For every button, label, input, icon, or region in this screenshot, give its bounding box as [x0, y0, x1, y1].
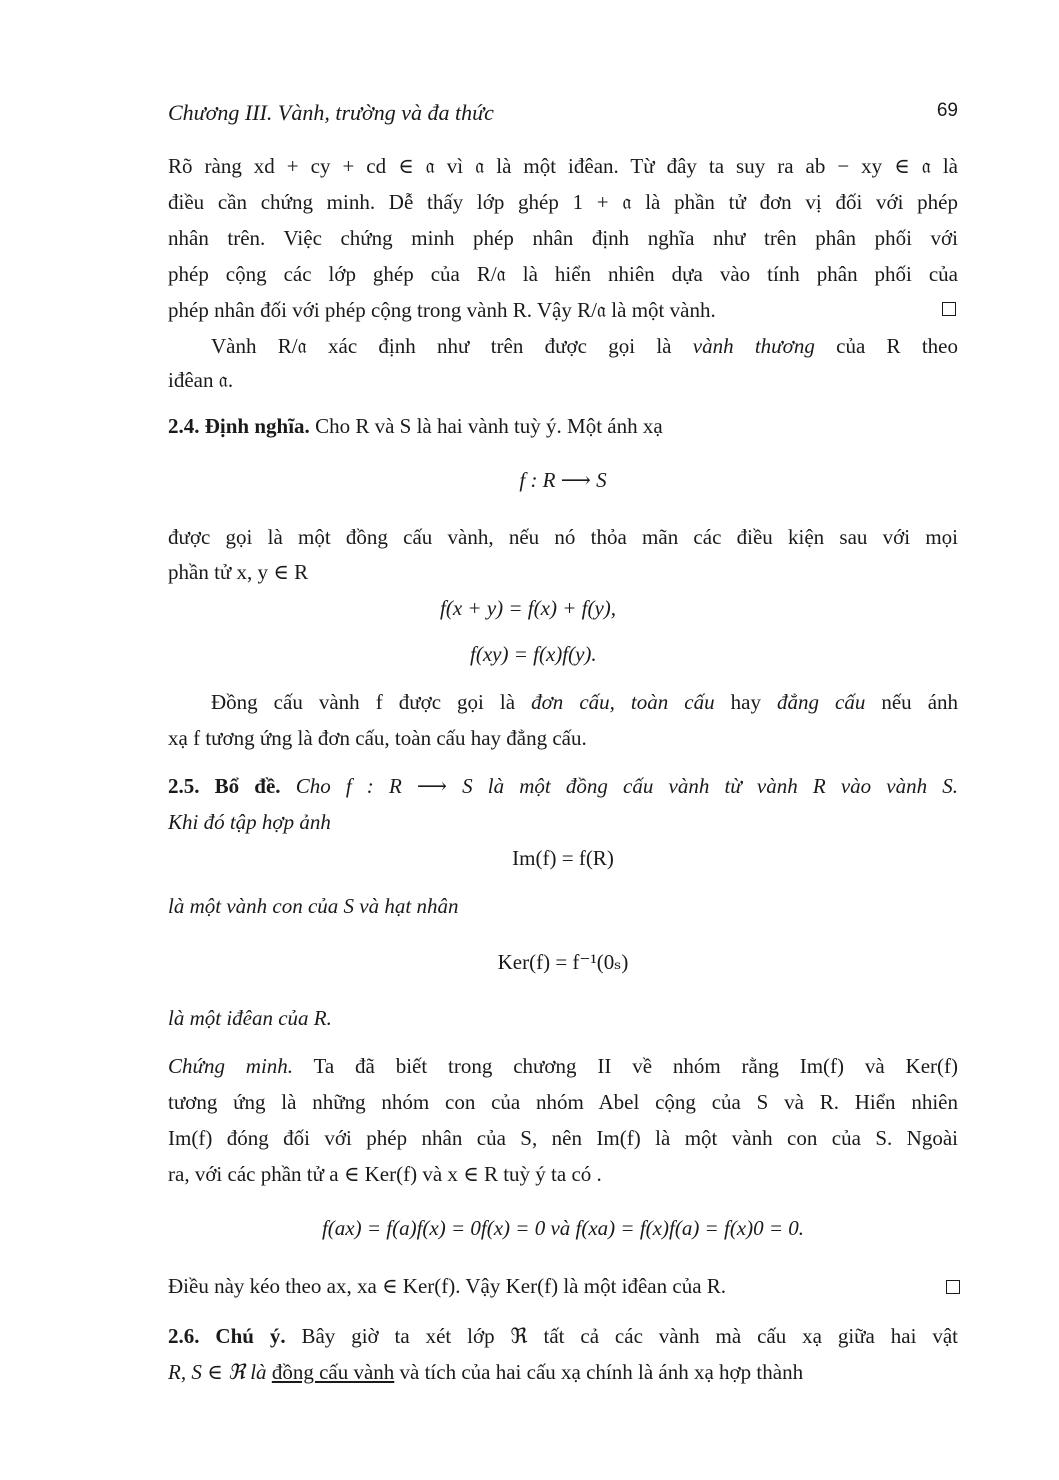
- equation-image: Im(f) = f(R): [512, 846, 614, 870]
- text-line: xạ f tương ứng là đơn cấu, toàn cấu hay đẳng cấu.: [168, 726, 587, 750]
- text-span: Vành R/𝔞 xác định như trên được gọi là: [211, 334, 672, 358]
- text-line: Khi đó tập hợp ảnh: [168, 810, 331, 834]
- text-span: Cho f : R ⟶ S là một đồng cấu vành từ vành R vào vành S.: [295, 774, 958, 798]
- proof-line: [168, 1052, 958, 1080]
- text-line: điều cần chứng minh. Dễ thấy lớp ghép 1 + 𝔞 là phần tử đơn vị đối với phép: [168, 190, 958, 214]
- term-don-toan-cau: đơn cấu, toàn cấu: [531, 690, 715, 714]
- term-vanh-thuong: vành thương: [692, 334, 815, 358]
- text-line: iđêan 𝔞.: [168, 368, 234, 392]
- equation-multiplicative: f(xy) = f(x)f(y).: [470, 642, 597, 666]
- running-header: [168, 100, 958, 130]
- equation-proof: f(ax) = f(a)f(x) = 0f(x) = 0 và f(xa) = f(x)f(a) = f(x)0 = 0.: [321, 1216, 805, 1240]
- text-line: được gọi là một đồng cấu vành, nếu nó thỏa mãn các điều kiện sau với mọi: [168, 525, 958, 549]
- text-line: Im(f) đóng đối với phép nhân của S, nên Im(f) là một vành con của S. Ngoài: [168, 1126, 958, 1150]
- definition-label: 2.4. Định nghĩa.: [168, 414, 310, 438]
- lemma-label: 2.5. Bổ đề.: [168, 774, 281, 798]
- text-line: phép cộng các lớp ghép của R/𝔞 là hiển nhiên dựa vào tính phân phối của: [168, 262, 958, 286]
- text-span: Ta đã biết trong chương II về nhóm rằng Im(f) và Ker(f): [313, 1054, 958, 1078]
- text-line: Rõ ràng xd + cy + cd ∈ 𝔞 vì 𝔞 là một iđêan. Từ đây ta suy ra ab − xy ∈ 𝔞 là: [168, 154, 958, 178]
- proof-label: Chứng minh.: [168, 1054, 294, 1078]
- definition-2-4: [168, 412, 958, 440]
- text-span: Đồng cấu vành f được gọi là: [211, 690, 516, 714]
- remark-2-6: [168, 1322, 958, 1350]
- text-line: [168, 1358, 958, 1386]
- term-dang-cau: đẳng cấu: [776, 690, 866, 714]
- text-line: Điều này kéo theo ax, xa ∈ Ker(f). Vậy Ker(f) là một iđêan của R.: [168, 1274, 727, 1298]
- remark-label: 2.6. Chú ý.: [168, 1324, 286, 1348]
- map-formula: f : R ⟶ S: [519, 468, 607, 492]
- text-span: Cho R và S là hai vành tuỳ ý. Một ánh xạ: [315, 414, 663, 438]
- text-span: hay: [730, 690, 761, 714]
- text-line: [211, 332, 958, 360]
- text-line: phần tử x, y ∈ R: [168, 560, 309, 584]
- qed-square-icon: [946, 1280, 960, 1294]
- equation-additive: f(x + y) = f(x) + f(y),: [440, 596, 617, 620]
- text-line: [211, 688, 958, 716]
- text-line: tương ứng là những nhóm con của nhóm Abel cộng của S và R. Hiển nhiên: [168, 1090, 958, 1114]
- lemma-2-5: [168, 772, 958, 800]
- equation-kernel: Ker(f) = f⁻¹(0ₛ): [497, 950, 629, 974]
- chapter-title: Chương III. Vành, trường và đa thức: [168, 100, 494, 125]
- text-line: là một iđêan của R.: [168, 1006, 332, 1030]
- text-span: và tích của hai cấu xạ chính là ánh xạ hợp thành: [399, 1360, 804, 1384]
- underlined-term: đồng cấu vành: [271, 1360, 395, 1384]
- text-line: phép nhân đối với phép cộng trong vành R. Vậy R/𝔞 là một vành.: [168, 298, 716, 322]
- text-line: ra, với các phần tử a ∈ Ker(f) và x ∈ R tuỳ ý ta có .: [168, 1162, 602, 1186]
- text-span: Bây giờ ta xét lớp ℜ tất cả các vành mà cấu xạ giữa hai vật: [301, 1324, 958, 1348]
- text-span: R, S ∈ ℜ là: [168, 1360, 267, 1384]
- text-span: nếu ánh: [881, 690, 959, 714]
- page-number: 69: [936, 100, 958, 121]
- text-span: của R theo: [836, 334, 958, 358]
- qed-square-icon: [942, 302, 956, 316]
- text-line: là một vành con của S và hạt nhân: [168, 894, 459, 918]
- text-line: nhân trên. Việc chứng minh phép nhân định nghĩa như trên phân phối với: [168, 226, 958, 250]
